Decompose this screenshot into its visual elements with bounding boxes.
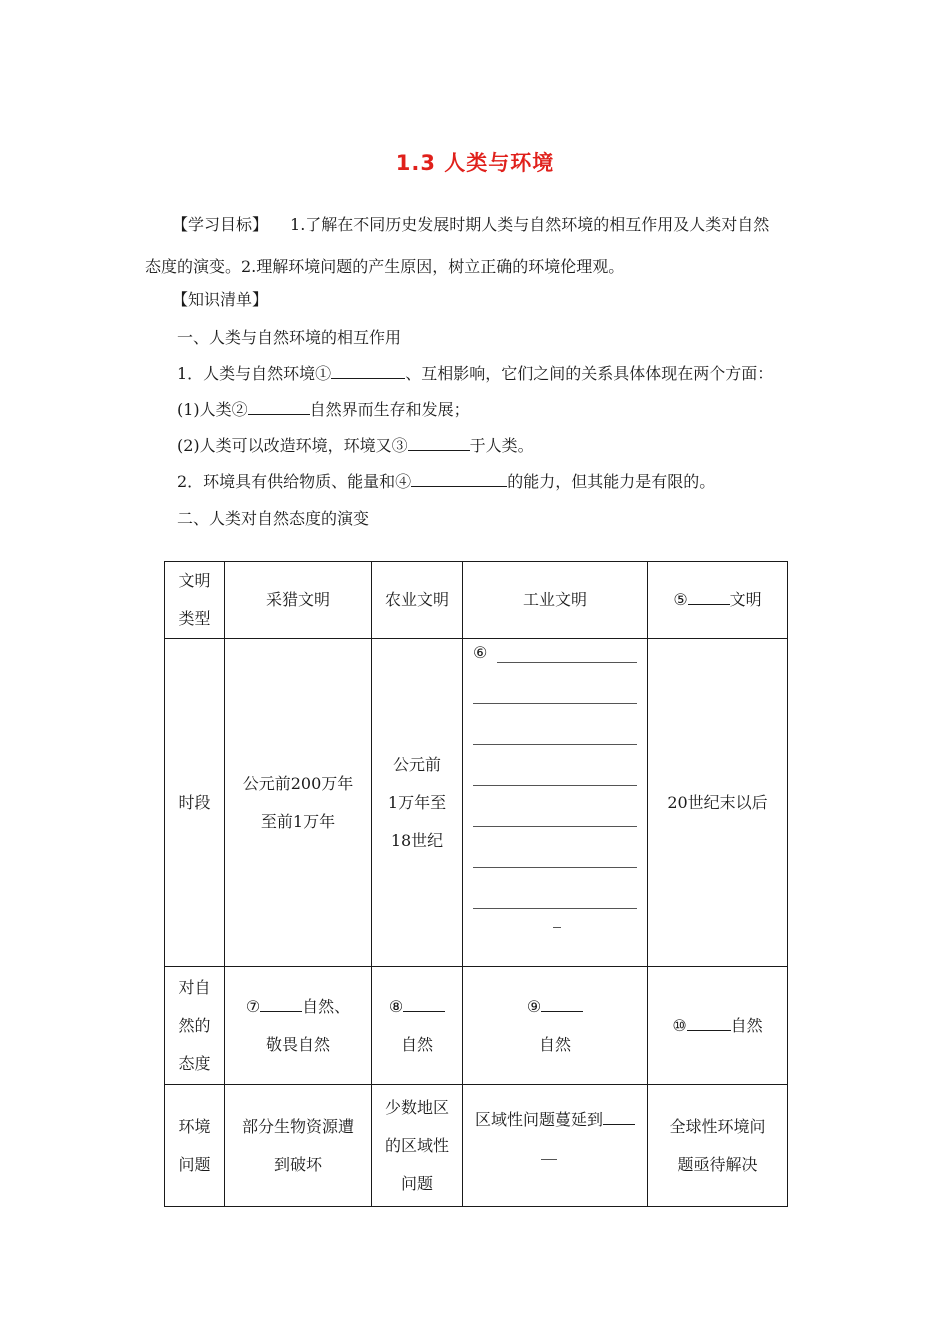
- blank-3[interactable]: [408, 436, 470, 451]
- problem-industrial: [463, 1085, 648, 1207]
- blank-11[interactable]: [603, 1110, 635, 1125]
- item-1: [177, 361, 773, 384]
- item-2-text-a: 2．环境具有供给物质、能量和④: [177, 472, 412, 491]
- period-industrial: [463, 639, 648, 967]
- period-agri-l2: 1万年至: [387, 792, 447, 812]
- header-industrial: 工业文明: [463, 562, 648, 639]
- header-civ-type-l1: 文明: [178, 571, 211, 590]
- attitude-agri-l2: 自然: [400, 1034, 433, 1054]
- civilization-table: [164, 561, 788, 1207]
- problem-agricultural: [372, 1085, 463, 1207]
- item-1-2-text-a: (2)人类可以改造环境，环境又③: [177, 436, 408, 455]
- objectives-label: 【学习目标】: [172, 215, 269, 234]
- attitude-agricultural: [372, 967, 463, 1085]
- problem-agri-l1: 少数地区: [384, 1097, 449, 1117]
- header-hunting: 采猎文明: [225, 562, 372, 639]
- blank-1[interactable]: [331, 364, 405, 379]
- table-row-problems: [165, 1085, 788, 1207]
- period-agricultural: [372, 639, 463, 967]
- blank-6-line-4[interactable]: [473, 745, 637, 786]
- header-civ-type: [165, 562, 225, 639]
- period-hunting-l2: 至前1万年: [260, 811, 336, 831]
- header-blank-5-post: 文明: [729, 590, 762, 609]
- problem-hunting: [225, 1085, 372, 1207]
- attitude-hunting: [225, 967, 372, 1085]
- checklist-label: 【知识清单】: [172, 290, 269, 309]
- problem-eco-l1: 全球性环境问: [669, 1116, 766, 1136]
- problem-label: [165, 1085, 225, 1207]
- attitude-label: [165, 967, 225, 1085]
- mark-7: ⑦: [245, 996, 261, 1016]
- item-1-1-text-a: (1)人类②: [177, 400, 248, 419]
- item-1-2: [177, 433, 534, 456]
- objectives-text-1: 1.了解在不同历史发展时期人类与自然环境的相互作用及人类对自然: [290, 215, 770, 234]
- period-hunting-l1: 公元前200万年: [242, 773, 354, 793]
- period-hunting: [225, 639, 372, 967]
- blank-6-line-5[interactable]: [473, 786, 637, 827]
- item-2-text-b: 的能力，但其能力是有限的。: [507, 472, 716, 491]
- blank-6-line-6[interactable]: [473, 827, 637, 868]
- blank-6-line-2[interactable]: [473, 663, 637, 704]
- period-agri-l1: 公元前: [392, 754, 441, 774]
- problem-eco-l2: 题亟待解决: [677, 1154, 758, 1174]
- mark-8: ⑧: [388, 996, 404, 1016]
- attitude-hunting-l2: 敬畏自然: [265, 1034, 330, 1054]
- attitude-industrial-l2: 自然: [538, 1034, 571, 1054]
- blank-2[interactable]: [248, 400, 310, 415]
- item-1-text-b: 、互相影响，它们之间的关系具体体现在两个方面：: [405, 364, 774, 383]
- blank-6-line-7[interactable]: [473, 868, 637, 909]
- mark-6: ⑥: [473, 643, 488, 662]
- blank-8[interactable]: [403, 997, 445, 1012]
- mark-9: ⑨: [526, 996, 542, 1016]
- blank-11-end[interactable]: [541, 1159, 557, 1160]
- blank-10[interactable]: [687, 1016, 731, 1031]
- problem-label-l1: 环境: [178, 1116, 211, 1136]
- item-1-text-a: 1．人类与自然环境①: [177, 364, 332, 383]
- blank-6-end[interactable]: [553, 927, 561, 928]
- attitude-label-l3: 态度: [178, 1053, 211, 1073]
- attitude-eco-post: 自然: [730, 1015, 763, 1035]
- blank-9[interactable]: [541, 997, 583, 1012]
- problem-hunting-l2: 到破坏: [273, 1154, 322, 1174]
- blank-4[interactable]: [411, 472, 507, 487]
- objectives-line-1: [172, 212, 769, 235]
- section2-heading: 二、人类对自然态度的演变: [177, 509, 370, 528]
- attitude-label-l2: 然的: [178, 1015, 211, 1035]
- problem-label-l2: 问题: [178, 1154, 211, 1174]
- header-agricultural: 农业文明: [372, 562, 463, 639]
- objectives-line-2: 态度的演变。2.理解环境问题的产生原因，树立正确的环境伦理观。: [145, 257, 625, 276]
- period-label: 时段: [165, 639, 225, 967]
- table-row-period: [165, 639, 788, 967]
- problem-eco: [648, 1085, 788, 1207]
- blank-6-line-1[interactable]: [497, 662, 637, 663]
- period-agri-l3: 18世纪: [390, 830, 444, 850]
- item-1-1: [177, 397, 470, 420]
- header-blank-5: [648, 562, 788, 639]
- problem-industrial-l1: 区域性问题蔓延到: [474, 1110, 603, 1129]
- problem-hunting-l1: 部分生物资源遭: [241, 1116, 354, 1136]
- item-2: [177, 469, 715, 492]
- section1-heading: 一、人类与自然环境的相互作用: [177, 328, 402, 347]
- table-row-attitude: [165, 967, 788, 1085]
- table-header-row: [165, 562, 788, 639]
- item-1-1-text-b: 自然界而生存和发展；: [309, 400, 470, 419]
- mark-5: ⑤: [673, 590, 688, 609]
- page-title: 1.3 人类与环境: [395, 151, 555, 175]
- problem-agri-l2: 的区域性: [384, 1135, 449, 1155]
- problem-agri-l3: 问题: [400, 1173, 433, 1193]
- period-eco: 20世纪末以后: [648, 639, 788, 967]
- attitude-hunting-post: 自然、: [302, 996, 351, 1016]
- item-1-2-text-b: 于人类。: [469, 436, 534, 455]
- attitude-label-l1: 对自: [178, 977, 211, 997]
- mark-10: ⑩: [672, 1015, 687, 1035]
- attitude-industrial: [463, 967, 648, 1085]
- blank-7[interactable]: [260, 997, 302, 1012]
- blank-6-line-3[interactable]: [473, 704, 637, 745]
- attitude-eco: [648, 967, 788, 1085]
- blank-5[interactable]: [688, 590, 730, 605]
- header-civ-type-l2: 类型: [178, 609, 211, 628]
